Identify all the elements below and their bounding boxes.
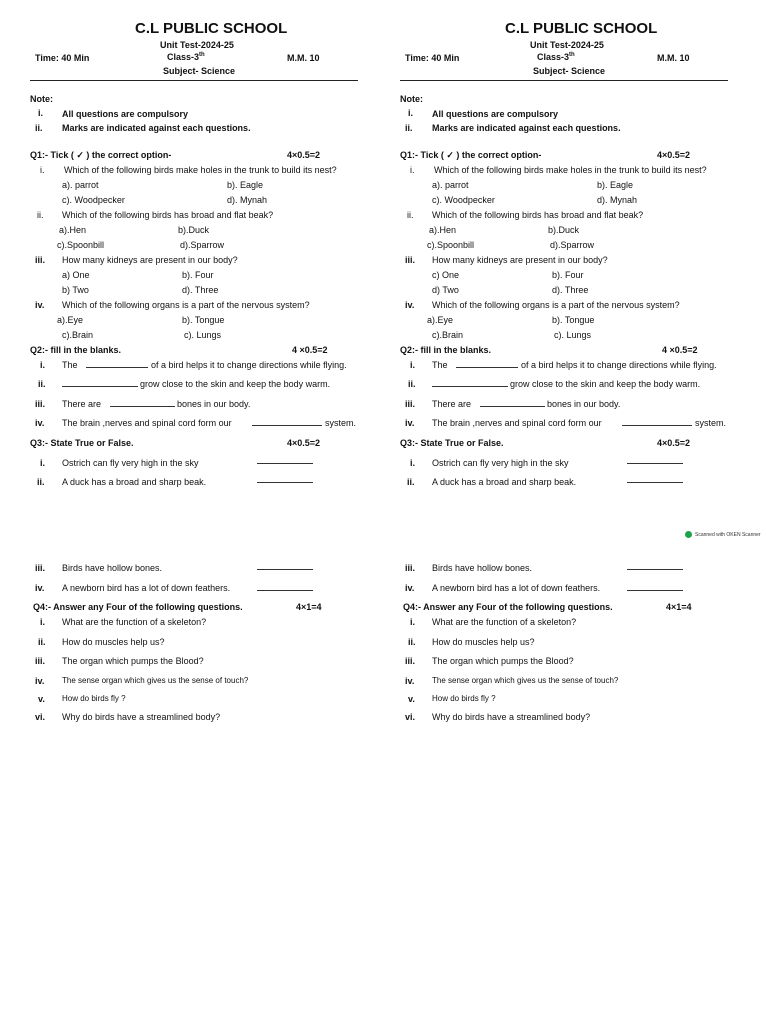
q1-item-text: Which of the following organs is a part of the nervous system? bbox=[432, 300, 680, 310]
class-label: Class-3th bbox=[167, 52, 205, 62]
option-c: c).Brain bbox=[432, 330, 464, 340]
q2-item-post: bones in our body. bbox=[547, 399, 621, 409]
option-a: a) One bbox=[62, 270, 90, 280]
q4-item-num: i. bbox=[40, 617, 46, 627]
q3-item-num: i. bbox=[410, 458, 416, 468]
q3-item-num: ii. bbox=[407, 477, 415, 487]
q1-item-text: Which of the following birds has broad and flat beak? bbox=[432, 210, 644, 220]
q4-item-num: iv. bbox=[405, 676, 415, 686]
option-c: c).Brain bbox=[62, 330, 94, 340]
q2-marks: 4 ×0.5=2 bbox=[662, 345, 698, 355]
q1-item-text: Which of the following birds make holes in the trunk to build its nest? bbox=[64, 165, 337, 175]
option-b: b). Eagle bbox=[597, 180, 634, 190]
q3-title: Q3:- State True or False. bbox=[400, 438, 504, 448]
q4-item-num: ii. bbox=[408, 637, 416, 647]
option-d: d). Three bbox=[552, 285, 589, 295]
q3-title: Q3:- State True or False. bbox=[30, 438, 134, 448]
note-num: ii. bbox=[35, 123, 43, 133]
q4-item-text: Why do birds have a streamlined body? bbox=[432, 712, 591, 722]
option-b: b). Four bbox=[552, 270, 584, 280]
q1-item-num: iii. bbox=[405, 255, 416, 265]
answer-blank bbox=[257, 482, 313, 483]
answer-blank bbox=[252, 425, 322, 426]
answer-blank bbox=[627, 569, 683, 570]
question-paper-right bbox=[370, 0, 754, 1024]
q4-item-num: v. bbox=[408, 694, 415, 704]
class-label: Class-3th bbox=[537, 52, 575, 62]
q4-item-num: iii. bbox=[35, 656, 46, 666]
q3-item-text: Birds have hollow bones. bbox=[432, 563, 533, 573]
scanner-label: Scanned with OKEN Scanner bbox=[695, 531, 761, 538]
note-text: All questions are compulsory bbox=[62, 109, 189, 119]
option-b: b). Four bbox=[182, 270, 214, 280]
q4-item-num: iv. bbox=[35, 676, 45, 686]
option-a: a). parrot bbox=[62, 180, 99, 190]
q2-item-num: i. bbox=[40, 360, 46, 370]
q3-item-text: A duck has a broad and sharp beak. bbox=[62, 477, 207, 487]
option-a: a).Hen bbox=[59, 225, 87, 235]
school-name: C.L PUBLIC SCHOOL bbox=[135, 20, 288, 37]
q4-item-text: The organ which pumps the Blood? bbox=[62, 656, 204, 666]
q4-item-text: How do muscles help us? bbox=[62, 637, 165, 647]
option-a: a).Eye bbox=[427, 315, 454, 325]
q1-item-num: iii. bbox=[35, 255, 46, 265]
q2-item-num: iii. bbox=[35, 399, 46, 409]
q2-item-pre: The brain ,nerves and spinal cord form our bbox=[432, 418, 602, 428]
q3-marks: 4×0.5=2 bbox=[287, 438, 321, 448]
q4-marks: 4×1=4 bbox=[296, 602, 322, 612]
q4-item-num: iii. bbox=[405, 656, 416, 666]
q4-marks: 4×1=4 bbox=[666, 602, 692, 612]
q4-item-text: The sense organ which gives us the sense of touch? bbox=[432, 676, 619, 685]
unit-test-label: Unit Test-2024-25 bbox=[530, 40, 604, 50]
answer-blank bbox=[622, 425, 692, 426]
option-c: c). Woodpecker bbox=[432, 195, 495, 205]
q2-item-num: i. bbox=[410, 360, 416, 370]
header-divider bbox=[30, 80, 358, 81]
option-d: d). Mynah bbox=[227, 195, 268, 205]
option-d: d).Sparrow bbox=[180, 240, 225, 250]
q3-item-num: ii. bbox=[37, 477, 45, 487]
q2-item-pre: The brain ,nerves and spinal cord form our bbox=[62, 418, 232, 428]
q4-item-num: v. bbox=[38, 694, 45, 704]
option-d: c). Lungs bbox=[554, 330, 592, 340]
q3-item-num: iii. bbox=[405, 563, 416, 573]
q1-marks: 4×0.5=2 bbox=[287, 150, 321, 160]
q2-item-post: grow close to the skin and keep the body warm. bbox=[140, 379, 331, 389]
q2-item-post: system. bbox=[325, 418, 357, 428]
option-d: d). Three bbox=[182, 285, 219, 295]
answer-blank bbox=[62, 386, 138, 387]
q2-item-num: iii. bbox=[405, 399, 416, 409]
q2-item-num: ii. bbox=[38, 379, 46, 389]
answer-blank bbox=[257, 590, 313, 591]
max-marks-label: M.M. 10 bbox=[287, 53, 320, 63]
header-divider bbox=[400, 80, 728, 81]
q1-item-text: How many kidneys are present in our body? bbox=[432, 255, 608, 265]
q3-item-text: Ostrich can fly very high in the sky bbox=[62, 458, 199, 468]
q3-item-text: A newborn bird has a lot of down feathers. bbox=[62, 583, 231, 593]
q1-item-num: iv. bbox=[405, 300, 415, 310]
option-b: b). Eagle bbox=[227, 180, 264, 190]
note-text: Marks are indicated against each questions. bbox=[62, 123, 251, 133]
answer-blank bbox=[480, 406, 545, 407]
q2-item-pre: There are bbox=[62, 399, 102, 409]
q4-item-text: Why do birds have a streamlined body? bbox=[62, 712, 221, 722]
option-d: d).Sparrow bbox=[550, 240, 595, 250]
time-label: Time: 40 Min bbox=[405, 53, 460, 63]
q4-item-text: What are the function of a skeleton? bbox=[62, 617, 207, 627]
q4-item-text: How do birds fly ? bbox=[62, 694, 126, 703]
option-b: b). Tongue bbox=[182, 315, 225, 325]
note-num: ii. bbox=[405, 123, 413, 133]
q2-title: Q2:- fill in the blanks. bbox=[400, 345, 492, 355]
q2-item-post: of a bird helps it to change directions while flying. bbox=[521, 360, 717, 370]
subject-label: Subject- Science bbox=[533, 66, 606, 76]
note-text: Marks are indicated against each questions. bbox=[432, 123, 621, 133]
option-a: a).Eye bbox=[57, 315, 84, 325]
q4-item-num: ii. bbox=[38, 637, 46, 647]
note-num: i. bbox=[408, 108, 414, 118]
q2-item-post: of a bird helps it to change directions while flying. bbox=[151, 360, 347, 370]
option-a: c) One bbox=[432, 270, 460, 280]
option-a: a). parrot bbox=[432, 180, 469, 190]
q3-item-text: Birds have hollow bones. bbox=[62, 563, 163, 573]
q3-item-text: Ostrich can fly very high in the sky bbox=[432, 458, 569, 468]
option-c: c).Spoonbill bbox=[57, 240, 105, 250]
answer-blank bbox=[257, 569, 313, 570]
school-name: C.L PUBLIC SCHOOL bbox=[505, 20, 658, 37]
note-num: i. bbox=[38, 108, 44, 118]
q2-item-num: iv. bbox=[405, 418, 415, 428]
scanner-watermark bbox=[685, 531, 761, 538]
q4-item-text: How do muscles help us? bbox=[432, 637, 535, 647]
q2-item-post: grow close to the skin and keep the body warm. bbox=[510, 379, 701, 389]
q3-item-num: iv. bbox=[35, 583, 45, 593]
q4-title: Q4:- Answer any Four of the following questions. bbox=[403, 602, 613, 612]
option-b: b).Duck bbox=[548, 225, 580, 235]
answer-blank bbox=[257, 463, 313, 464]
q2-title: Q2:- fill in the blanks. bbox=[30, 345, 122, 355]
option-b: b). Tongue bbox=[552, 315, 595, 325]
q4-item-num: vi. bbox=[405, 712, 416, 722]
q2-item-pre: The bbox=[62, 360, 78, 370]
q1-item-num: i. bbox=[410, 165, 415, 175]
q3-item-num: iii. bbox=[35, 563, 46, 573]
answer-blank bbox=[432, 386, 508, 387]
q3-item-num: i. bbox=[40, 458, 46, 468]
option-c: d) Two bbox=[432, 285, 459, 295]
answer-blank bbox=[110, 406, 175, 407]
note-title: Note: bbox=[400, 94, 423, 104]
max-marks-label: M.M. 10 bbox=[657, 53, 690, 63]
q3-item-text: A duck has a broad and sharp beak. bbox=[432, 477, 577, 487]
option-c: c).Spoonbill bbox=[427, 240, 475, 250]
q3-item-text: A newborn bird has a lot of down feathers. bbox=[432, 583, 601, 593]
q1-item-num: ii. bbox=[407, 210, 414, 220]
option-d: d). Mynah bbox=[597, 195, 638, 205]
q4-item-text: The organ which pumps the Blood? bbox=[432, 656, 574, 666]
q2-item-num: iv. bbox=[35, 418, 45, 428]
q4-title: Q4:- Answer any Four of the following questions. bbox=[33, 602, 243, 612]
q3-item-num: iv. bbox=[405, 583, 415, 593]
answer-blank bbox=[627, 590, 683, 591]
q1-item-text: Which of the following birds has broad and flat beak? bbox=[62, 210, 274, 220]
q1-title: Q1:- Tick ( ✓ ) the correct option- bbox=[400, 150, 542, 160]
q2-item-pre: There are bbox=[432, 399, 472, 409]
q1-marks: 4×0.5=2 bbox=[657, 150, 691, 160]
q1-item-num: iv. bbox=[35, 300, 45, 310]
option-a: a).Hen bbox=[429, 225, 457, 235]
q4-item-num: vi. bbox=[35, 712, 46, 722]
q1-item-num: i. bbox=[40, 165, 45, 175]
note-text: All questions are compulsory bbox=[432, 109, 559, 119]
time-label: Time: 40 Min bbox=[35, 53, 90, 63]
q1-item-text: Which of the following birds make holes in the trunk to build its nest? bbox=[434, 165, 707, 175]
q1-title: Q1:- Tick ( ✓ ) the correct option- bbox=[30, 150, 172, 160]
answer-blank bbox=[627, 482, 683, 483]
q2-marks: 4 ×0.5=2 bbox=[292, 345, 328, 355]
option-c: c). Woodpecker bbox=[62, 195, 125, 205]
note-title: Note: bbox=[30, 94, 53, 104]
q1-item-num: ii. bbox=[37, 210, 44, 220]
q2-item-num: ii. bbox=[408, 379, 416, 389]
answer-blank bbox=[456, 367, 518, 368]
option-d: c). Lungs bbox=[184, 330, 222, 340]
subject-label: Subject- Science bbox=[163, 66, 236, 76]
q1-item-text: Which of the following organs is a part of the nervous system? bbox=[62, 300, 310, 310]
q4-item-text: The sense organ which gives us the sense of touch? bbox=[62, 676, 249, 685]
unit-test-label: Unit Test-2024-25 bbox=[160, 40, 234, 50]
q2-item-post: system. bbox=[695, 418, 727, 428]
option-b: b).Duck bbox=[178, 225, 210, 235]
q3-marks: 4×0.5=2 bbox=[657, 438, 691, 448]
scanner-logo-icon bbox=[685, 531, 692, 538]
option-c: b) Two bbox=[62, 285, 89, 295]
answer-blank bbox=[627, 463, 683, 464]
q2-item-pre: The bbox=[432, 360, 448, 370]
q4-item-text: What are the function of a skeleton? bbox=[432, 617, 577, 627]
answer-blank bbox=[86, 367, 148, 368]
q2-item-post: bones in our body. bbox=[177, 399, 251, 409]
q4-item-text: How do birds fly ? bbox=[432, 694, 496, 703]
q1-item-text: How many kidneys are present in our body? bbox=[62, 255, 238, 265]
q4-item-num: i. bbox=[410, 617, 416, 627]
